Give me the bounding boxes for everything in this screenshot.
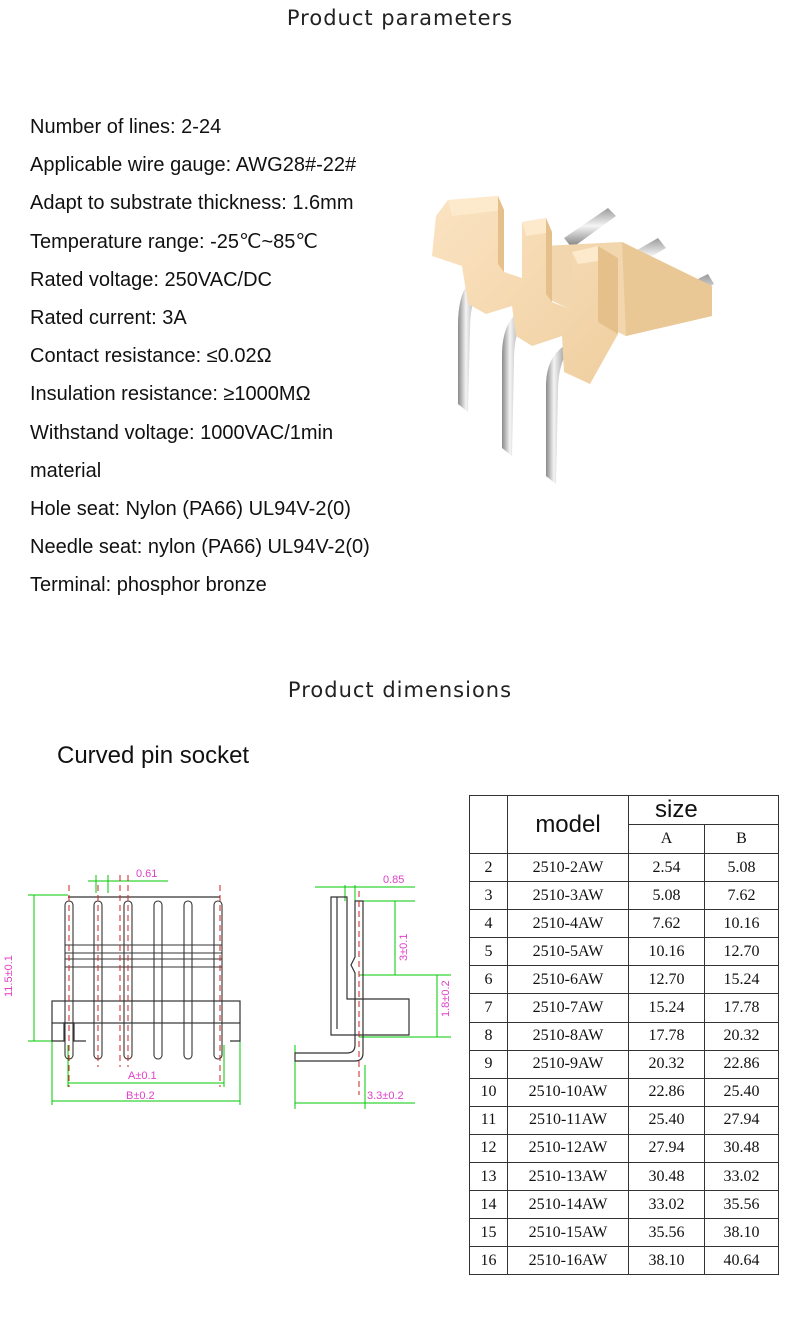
dim-a-cell: 33.02 [629,1191,705,1219]
dim-b-cell: 35.56 [705,1191,779,1219]
dim-b-cell: 12.70 [705,938,779,966]
parameter-item: Applicable wire gauge: AWG28#-22# [30,154,357,177]
dim-a-cell: 22.86 [629,1078,705,1106]
dim-b-cell: 25.40 [705,1078,779,1106]
dim-a-cell: 27.94 [629,1134,705,1162]
parameter-item: Number of lines: 2-24 [30,116,222,138]
dim-a-cell: 38.10 [629,1247,705,1275]
table-row [470,1106,779,1134]
table-row [470,1022,779,1050]
dim-a-cell: 30.48 [629,1163,705,1191]
side-outline [295,897,409,1061]
parameter-item: Insulation resistance: ≥1000MΩ [30,383,311,406]
dim-b-cell: 7.62 [705,882,779,910]
model-cell: 2510-13AW [508,1163,629,1191]
model-cell: 2510-4AW [508,910,629,938]
model-cell: 2510-9AW [508,1050,629,1078]
table-row [470,910,779,938]
parameters-title: Product parameters [286,6,514,30]
dim-b-cell: 38.10 [705,1219,779,1247]
pin-count-cell: 10 [470,1078,508,1106]
dim-a-cell: 17.78 [629,1022,705,1050]
parameter-item: Temperature range: -25℃~85℃ [30,230,318,253]
model-cell: 2510-5AW [508,938,629,966]
table-row [470,1134,779,1162]
dim-b-label: B±0.2 [126,1090,155,1102]
table-row [470,1219,779,1247]
front-view-drawing [3,855,258,1115]
dim-b-cell: 20.32 [705,1022,779,1050]
pin-count-cell: 4 [470,910,508,938]
dim-a-cell: 2.54 [629,854,705,882]
dim-b-cell: 10.16 [705,910,779,938]
model-cell: 2510-14AW [508,1191,629,1219]
model-cell: 2510-10AW [508,1078,629,1106]
size-header: size [629,796,779,825]
height-label: 11.5±0.1 [3,955,15,997]
dim-a-cell: 12.70 [629,966,705,994]
dim-a-cell: 25.40 [629,1106,705,1134]
dim-b-cell: 33.02 [705,1163,779,1191]
thickness-label: 0.85 [383,874,405,886]
front-center-lines [69,875,220,1087]
top-height-label: 3±0.1 [398,933,410,961]
dim-a-cell: 5.08 [629,882,705,910]
table-row [470,994,779,1022]
pin-count-cell: 15 [470,1219,508,1247]
parameter-item: Hole seat: Nylon (PA66) UL94V-2(0) [30,498,351,521]
dim-a-cell: 15.24 [629,994,705,1022]
side-dimension-lines [295,885,451,1109]
pin-count-cell: 7 [470,994,508,1022]
front-pins [65,901,222,1059]
model-cell: 2510-6AW [508,966,629,994]
dim-b-cell: 17.78 [705,994,779,1022]
parameter-item: Rated current: 3A [30,307,187,330]
connector-photo [412,186,722,486]
drawing-subtitle: Curved pin socket [57,742,250,769]
parameter-item: Contact resistance: ≤0.02Ω [30,345,272,368]
pin-count-cell: 12 [470,1134,508,1162]
model-cell: 2510-7AW [508,994,629,1022]
size-table [469,795,779,1275]
table-row [470,854,779,882]
parameter-item: Needle seat: nylon (PA66) UL94V-2(0) [30,536,370,559]
model-cell: 2510-3AW [508,882,629,910]
dim-b-cell: 5.08 [705,854,779,882]
table-row [470,1078,779,1106]
dim-a-cell: 7.62 [629,910,705,938]
parameter-item: Terminal: phosphor bronze [30,574,267,597]
parameter-item: Rated voltage: 250VAC/DC [30,268,272,291]
pin-count-cell: 3 [470,882,508,910]
table-row [470,882,779,910]
pin-count-cell: 5 [470,938,508,966]
dim-a-label: A±0.1 [128,1070,157,1082]
parameter-list [30,108,370,605]
table-row [470,1247,779,1275]
dimensions-title: Product dimensions [287,678,513,702]
dim-b-cell: 27.94 [705,1106,779,1134]
dim-a-cell: 10.16 [629,938,705,966]
b-header: B [705,825,779,854]
size-table-body [470,854,779,1275]
dim-b-cell: 40.64 [705,1247,779,1275]
table-row [470,938,779,966]
model-header: model [508,796,629,854]
parameter-item: Adapt to substrate thickness: 1.6mm [30,192,354,215]
pin-count-cell: 8 [470,1022,508,1050]
a-header: A [629,825,705,854]
pin-count-cell: 9 [470,1050,508,1078]
dim-b-cell: 15.24 [705,966,779,994]
dim-b-cell: 30.48 [705,1134,779,1162]
pin-count-cell: 13 [470,1163,508,1191]
pin-count-cell: 16 [470,1247,508,1275]
pin-width-label: 0.61 [136,868,158,880]
model-cell: 2510-16AW [508,1247,629,1275]
bottom-length-label: 3.3±0.2 [367,1090,404,1102]
front-outline [52,897,240,1041]
pin-count-cell: 14 [470,1191,508,1219]
mid-height-label: 1.8±0.2 [440,980,452,1017]
parameter-item: Withstand voltage: 1000VAC/1min [30,421,334,444]
pin-count-cell: 11 [470,1106,508,1134]
dim-a-cell: 20.32 [629,1050,705,1078]
model-cell: 2510-12AW [508,1134,629,1162]
table-row [470,966,779,994]
model-cell: 2510-11AW [508,1106,629,1134]
dim-a-cell: 35.56 [629,1219,705,1247]
model-cell: 2510-8AW [508,1022,629,1050]
model-cell: 2510-2AW [508,854,629,882]
model-cell: 2510-15AW [508,1219,629,1247]
index-header [470,796,508,854]
table-row [470,1191,779,1219]
table-row [470,1050,779,1078]
parameter-item: material [30,459,102,482]
side-view-drawing [285,865,452,1115]
pin-count-cell: 2 [470,854,508,882]
dim-b-cell: 22.86 [705,1050,779,1078]
table-row [470,1163,779,1191]
pin-count-cell: 6 [470,966,508,994]
